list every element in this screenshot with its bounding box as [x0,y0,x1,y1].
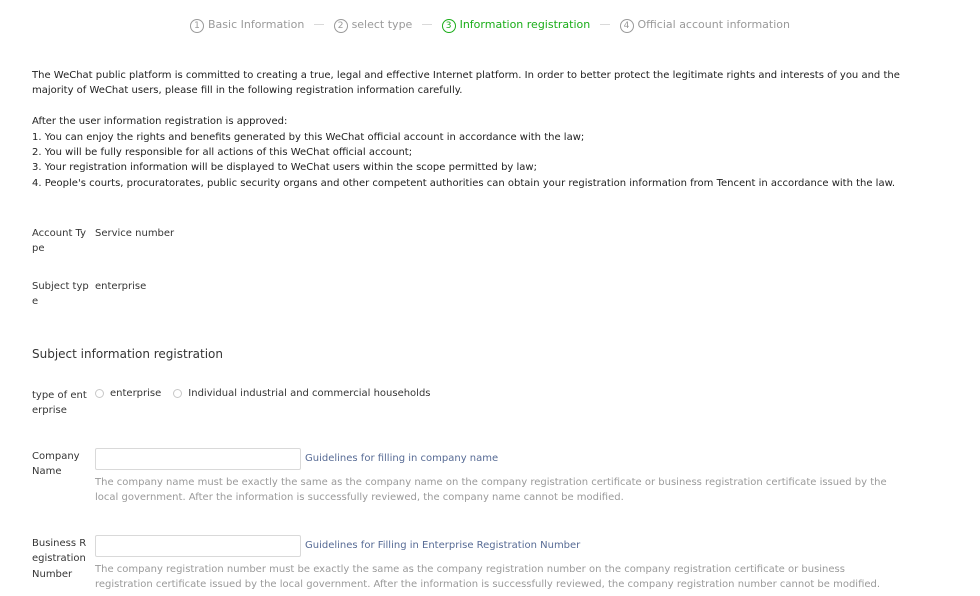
step-information-registration [442,16,591,33]
step-divider [422,24,431,25]
step-number-1: 1 [190,19,204,33]
radio-label: enterprise [110,388,162,399]
step-number-3: 3 [442,19,456,33]
step-number-2: 2 [334,19,348,33]
notice-item: 4. People's courts, procuratorates, public security organs and other competent authorities can obtain your registration information from Tencent in accordance with the law. [32,177,896,189]
step-divider [314,24,323,25]
approved-heading: After the user information registration is approved: [32,116,288,128]
company-name-guide-link[interactable]: Guidelines for filling in company name [305,453,499,464]
registration-number-hint: The company registration number must be exactly the same as the company registration number on the company registration certificate or business registration certificate issued by the local government. After the information is successfully reviewed, the company registration number cannot be modified. [95,564,881,591]
radio-individual-households[interactable] [173,388,430,399]
enterprise-type-radio-group [95,388,443,399]
registration-number-input[interactable] [95,535,301,557]
enterprise-type-label: type of enterprise [32,390,87,417]
subject-type-value: enterprise [95,281,147,292]
company-name-input[interactable] [95,448,301,470]
section-title: Subject information registration [32,347,223,361]
radio-enterprise[interactable] [95,388,161,399]
step-official-account-information [620,16,791,33]
step-label-3: Information registration [459,17,591,31]
notice-item: 1. You can enjoy the rights and benefits generated by this WeChat official account in accordance with the law; [32,131,585,143]
notice-paragraph: The WeChat public platform is committed to creating a true, legal and effective Internet platform. In order to better protect the legitimate rights and interests of you and the majority of WeChat users, please fill in the following registration information carefully. [32,70,900,97]
account-type-label: Account Type [32,228,87,255]
radio-circle-icon[interactable] [173,389,182,398]
step-divider [600,24,609,25]
registration-number-label: Business Registration Number [32,538,87,580]
registration-notice [32,68,912,191]
company-name-hint: The company name must be exactly the same as the company name on the company registration certificate or business registration certificate issued by the local government. After the information is successfully reviewed, the company name cannot be modified. [95,477,887,504]
company-name-label: Company Name [32,451,80,478]
notice-item: 3. Your registration information will be displayed to WeChat users within the scope permitted by law; [32,162,537,174]
radio-label: Individual industrial and commercial households [188,388,431,399]
step-label-4: Official account information [637,17,790,31]
step-select-type [334,16,413,33]
step-number-4: 4 [620,19,634,33]
subject-type-label: Subject type [32,281,89,308]
notice-item: 2. You will be fully responsible for all actions of this WeChat official account; [32,147,413,159]
step-label-1: Basic Information [208,17,305,31]
step-progress [190,14,790,34]
step-label-2: select type [351,17,413,31]
account-type-value: Service number [95,228,175,239]
step-basic-information [190,16,304,33]
radio-circle-icon[interactable] [95,389,104,398]
registration-number-guide-link[interactable]: Guidelines for Filling in Enterprise Registration Number [305,540,581,551]
